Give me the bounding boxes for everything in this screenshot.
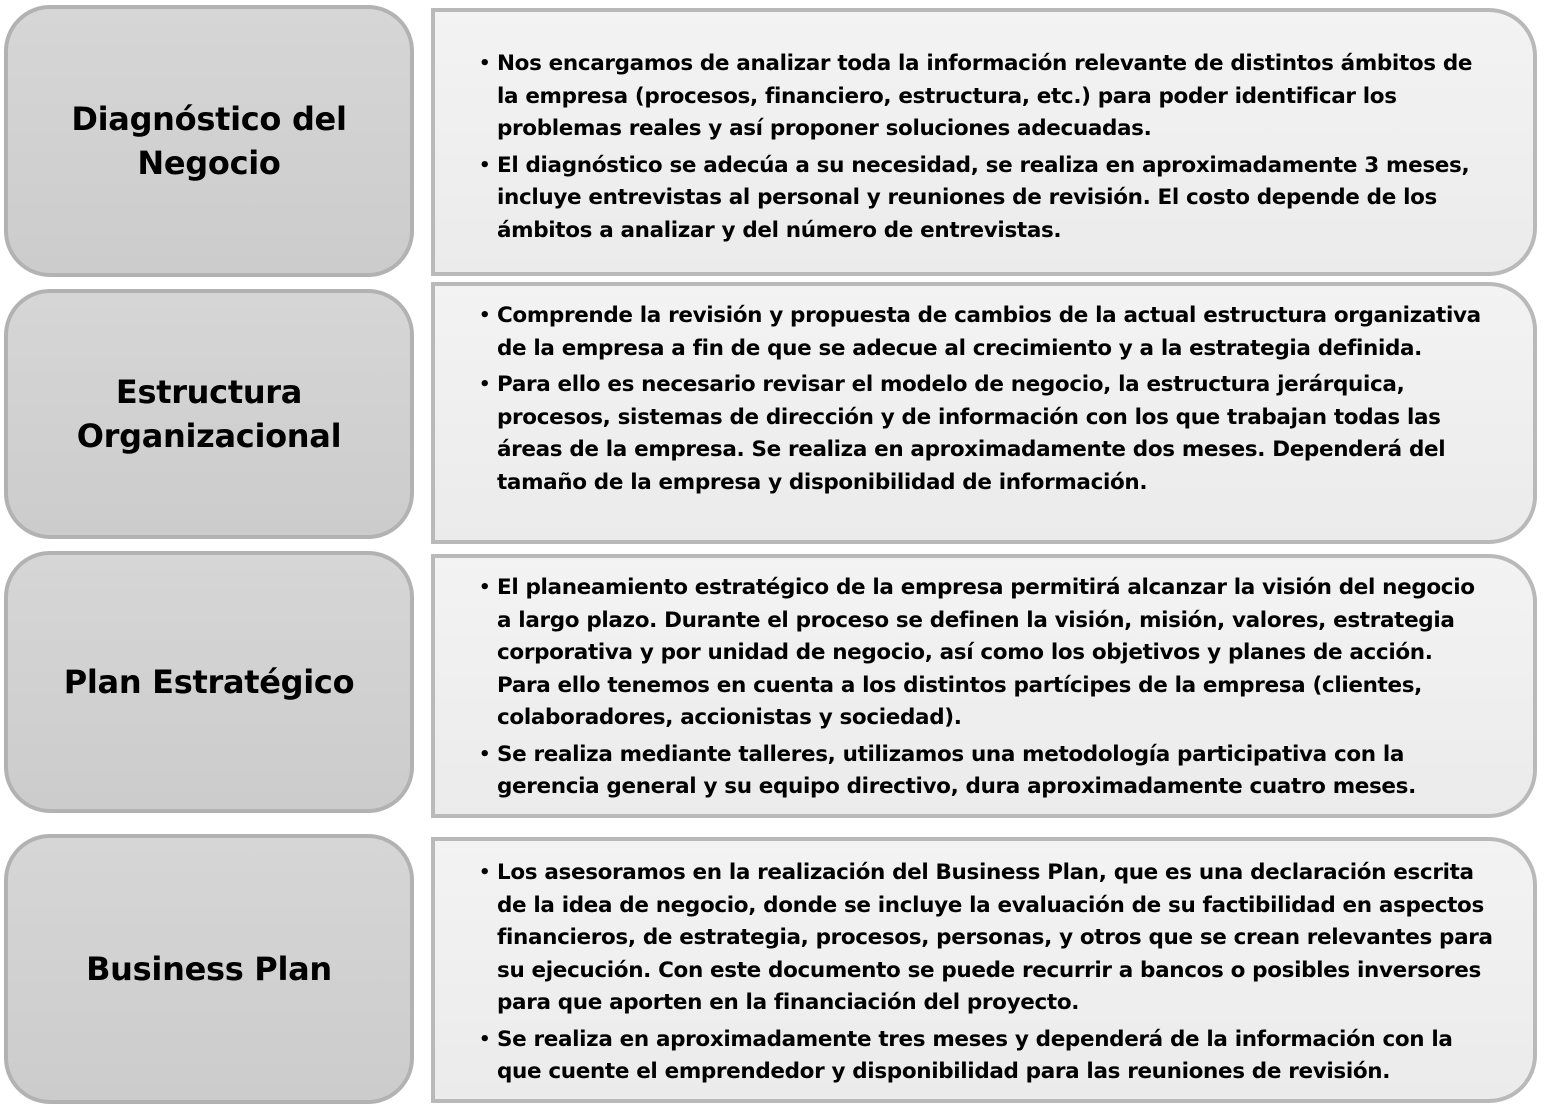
service-label-estructura bbox=[4, 289, 414, 539]
service-label-plan-estrategico bbox=[4, 551, 414, 813]
bullet-list bbox=[479, 572, 1493, 804]
bullet-item: • Se realiza en aproximadamente tres meses y dependerá de la información con la que cuente el emprendedor y disponibilidad para las reuniones de revisión. bbox=[479, 1024, 1493, 1089]
bullet-list bbox=[479, 857, 1493, 1089]
bullet-dot-icon: • bbox=[479, 305, 491, 326]
bullet-dot-icon: • bbox=[479, 1028, 491, 1050]
service-title: Plan Estratégico bbox=[63, 663, 355, 701]
bullet-dot-icon: • bbox=[479, 53, 491, 74]
bullet-item: • Para ello es necesario revisar el modelo de negocio, la estructura jerárquica, procesos, sistemas de dirección y de información con los que trabajan todas las áreas de la empresa. Se realiza en aproximadamente dos meses. Dependerá del tamaño de la empresa y disponibilidad de información. bbox=[479, 369, 1493, 499]
service-description-estructura bbox=[431, 282, 1537, 544]
bullet-list bbox=[479, 300, 1493, 499]
bullet-item: • El planeamiento estratégico de la empresa permitirá alcanzar la visión del negocio a largo plazo. Durante el proceso se definen la visión, misión, valores, estrategia corporativa y por unidad de negocio, así como los objetivos y planes de acción. Para ello tenemos en cuenta a los distintos partícipes de la empresa (clientes, colaboradores, accionistas y sociedad). bbox=[479, 572, 1493, 735]
service-description-plan-estrategico bbox=[431, 554, 1537, 818]
service-label-business-plan bbox=[4, 834, 414, 1104]
service-title: Diagnóstico del Negocio bbox=[71, 100, 347, 182]
bullet-item: • Nos encargamos de analizar toda la información relevante de distintos ámbitos de la empresa (procesos, financiero, estructura, etc.) para poder identificar los problemas reales y así proponer soluciones adecuadas. bbox=[479, 48, 1493, 146]
bullet-dot-icon: • bbox=[479, 374, 491, 395]
bullet-dot-icon: • bbox=[479, 862, 491, 883]
service-description-diagnostico bbox=[431, 8, 1537, 276]
service-label-diagnostico bbox=[4, 5, 414, 277]
bullet-list bbox=[479, 48, 1493, 247]
bullet-item: • Se realiza mediante talleres, utilizamos una metodología participativa con la gerencia general y su equipo directivo, dura aproximadamente cuatro meses. bbox=[479, 739, 1493, 804]
bullet-item: • Comprende la revisión y propuesta de cambios de la actual estructura organizativa de la empresa a fin de que se adecue al crecimiento y a la estrategia definida. bbox=[479, 300, 1493, 365]
bullet-dot-icon: • bbox=[479, 577, 491, 598]
bullet-dot-icon: • bbox=[479, 743, 491, 765]
service-title: Estructura Organizacional bbox=[76, 373, 342, 455]
bullet-item: • El diagnóstico se adecúa a su necesidad, se realiza en aproximadamente 3 meses, incluye entrevistas al personal y reuniones de revisión. El costo depende de los ámbitos a analizar y del número de entrevistas. bbox=[479, 150, 1493, 248]
bullet-dot-icon: • bbox=[479, 154, 491, 176]
service-description-business-plan bbox=[431, 837, 1537, 1103]
bullet-item: • Los asesoramos en la realización del Business Plan, que es una declaración escrita de la idea de negocio, donde se incluye la evaluación de su factibilidad en aspectos financieros, de estrategia, procesos, personas, y otros que se crean relevantes para su ejecución. Con este documento se puede recurrir a bancos o posibles inversores para que aporten en la financiación del proyecto. bbox=[479, 857, 1493, 1020]
service-title: Business Plan bbox=[86, 950, 332, 988]
